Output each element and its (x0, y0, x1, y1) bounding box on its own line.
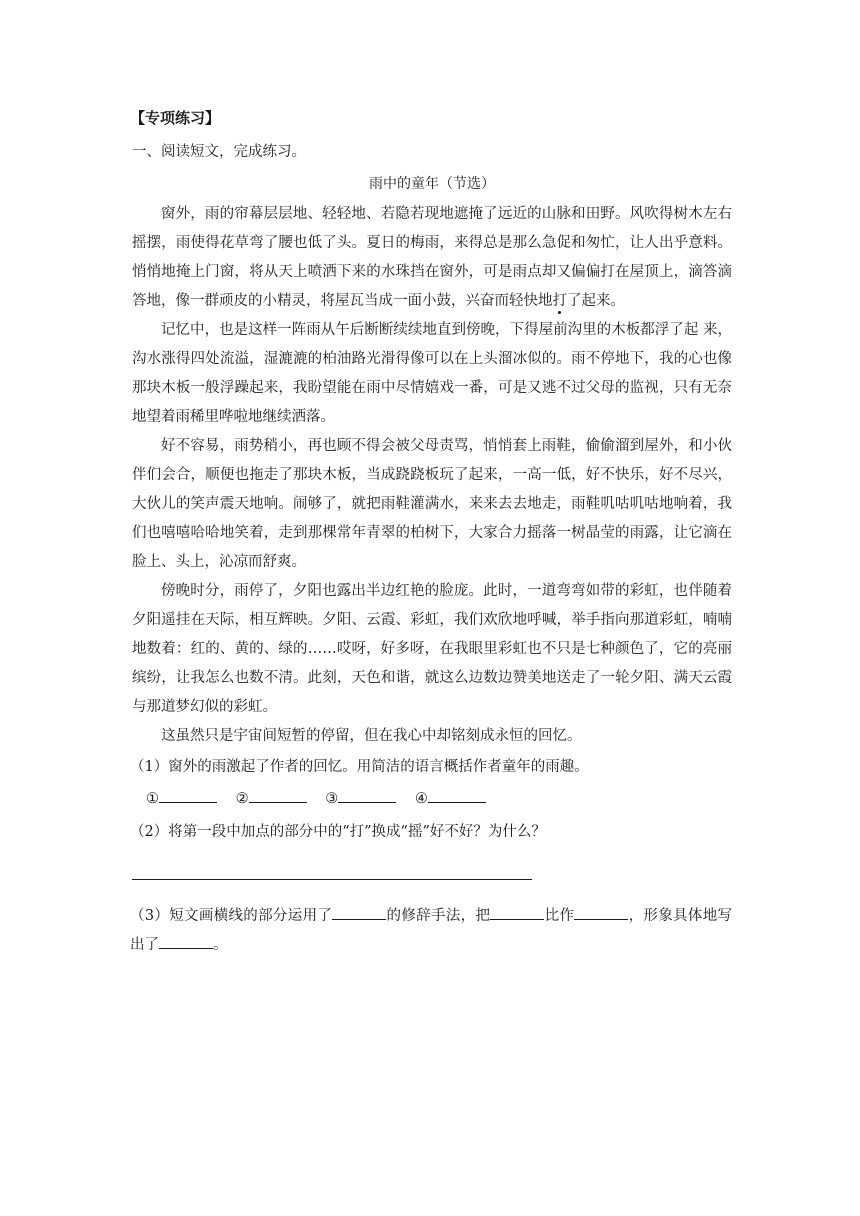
question-3-blank-2[interactable] (490, 905, 544, 920)
paragraph-1-text: 窗外，雨的帘幕层层地、轻轻地、若隐若现地遮掩了远近的山脉和田野。风吹得树木左右摇摆，雨使得花草弯了腰也低了头。夏日的梅雨，来得总是那么急促和匆忙，让人出乎意料。悄悄地掩上门窗，将从天上喷洒下来的水珠挡在窗外，可是雨点却又偏偏打在屋顶上，滴答滴答地，像一群顽皮的小精灵，将屋瓦当成一面小鼓，兴奋而轻快地 (132, 206, 732, 309)
question-3-text-1: （3）短文画横线的部分运用了 (130, 908, 333, 924)
blank-4[interactable] (415, 784, 486, 814)
article-paragraph-5: 这虽然只是宇宙间短暂的停留，但在我心中却铭刻成永恒的回忆。 (161, 728, 582, 744)
article-paragraph-1 (132, 200, 732, 316)
question-2: （2）将第一段中加点的部分中的“打”换成“摇”好不好？为什么？ (130, 824, 546, 840)
article-title: 雨中的童年（节选） (369, 176, 495, 192)
exercise-instruction: 一、阅读短文，完成练习。 (132, 144, 306, 160)
question-2-answer-line[interactable] (132, 879, 532, 880)
question-3-text-2: 的修辞手法，把 (386, 908, 491, 924)
question-1-blanks (146, 784, 732, 814)
article-paragraph-3: 好不容易，雨势稍小，再也顾不得会被父母责骂，悄悄套上雨鞋，偷偷溜到屋外，和小伙伴们会合，顺便也拖走了那块木板，当成跷跷板玩了起来，一高一低，好不快乐，好不尽兴，大伙儿的笑声震天地响。闹够了，就把雨鞋灌满水，来来去去地走，雨鞋叽咕叽咕地响着，我们也嘻嘻哈哈地笑着，走到那棵常年青翠的柏树下，大家合力摇落一树晶莹的雨露，让它滴在脸上、头上，沁凉而舒爽。 (132, 438, 732, 570)
question-3-text-3: 比作 (544, 908, 575, 924)
question-3-blank-3[interactable] (574, 905, 628, 920)
blank-4-marker: ④ (414, 791, 428, 807)
blank-3[interactable] (325, 784, 396, 814)
worksheet-page (132, 108, 732, 960)
blank-3-line (338, 788, 396, 803)
blank-1[interactable] (146, 784, 217, 814)
article-paragraph-4: 傍晚时分，雨停了，夕阳也露出半边红艳的脸庞。此时，一道弯弯如带的彩虹，也伴随着夕阳遥挂在天际，相互辉映。夕阳、云霞、彩虹，我们欢欣地呼喊，举手指向那道彩虹，喃喃地数着：红的、黄的、绿的……哎呀，好多呀，在我眼里彩虹也不只是七种颜色了，它的亮丽缤纷，让我怎么也数不清。此刻，天色和谐，就这么边数边赞美地送走了一轮夕阳、满天云霞与那道梦幻似的彩虹。 (132, 583, 732, 715)
blank-2-marker: ② (235, 791, 249, 807)
blank-4-line (428, 788, 486, 803)
blank-1-marker: ① (146, 791, 159, 807)
question-3-text-4: ，形象具体地写出了 (130, 908, 733, 953)
paragraph-1-ending: 了起来。 (567, 293, 625, 309)
dotted-character: 打 (552, 293, 567, 309)
blank-2-line (249, 788, 307, 803)
question-1: （1）窗外的雨激起了作者的回忆。用简洁的语言概括作者童年的雨趣。 (130, 759, 589, 775)
blank-3-marker: ③ (325, 791, 339, 807)
question-3-text-5: 。 (213, 937, 228, 953)
article-paragraph-2: 记忆中，也是这样一阵雨从午后断断续续地直到傍晚，下得屋前沟里的木板都浮了起 来，沟水涨得四处流溢，湿漉漉的柏油路光滑得像可以在上头溜冰似的。雨不停地下，我的心也像那块木板一般浮躁起来，我盼望能在雨中尽情嬉戏一番，可是又逃不过父母的监视，只有无奈地望着雨稀里哗啦地继续洒落。 (132, 322, 732, 425)
section-title: 【专项练习】 (130, 109, 221, 127)
question-3-blank-4[interactable] (159, 934, 213, 949)
blank-2[interactable] (236, 784, 307, 814)
blank-1-line (159, 788, 217, 803)
question-3 (130, 902, 732, 960)
question-3-blank-1[interactable] (332, 905, 386, 920)
